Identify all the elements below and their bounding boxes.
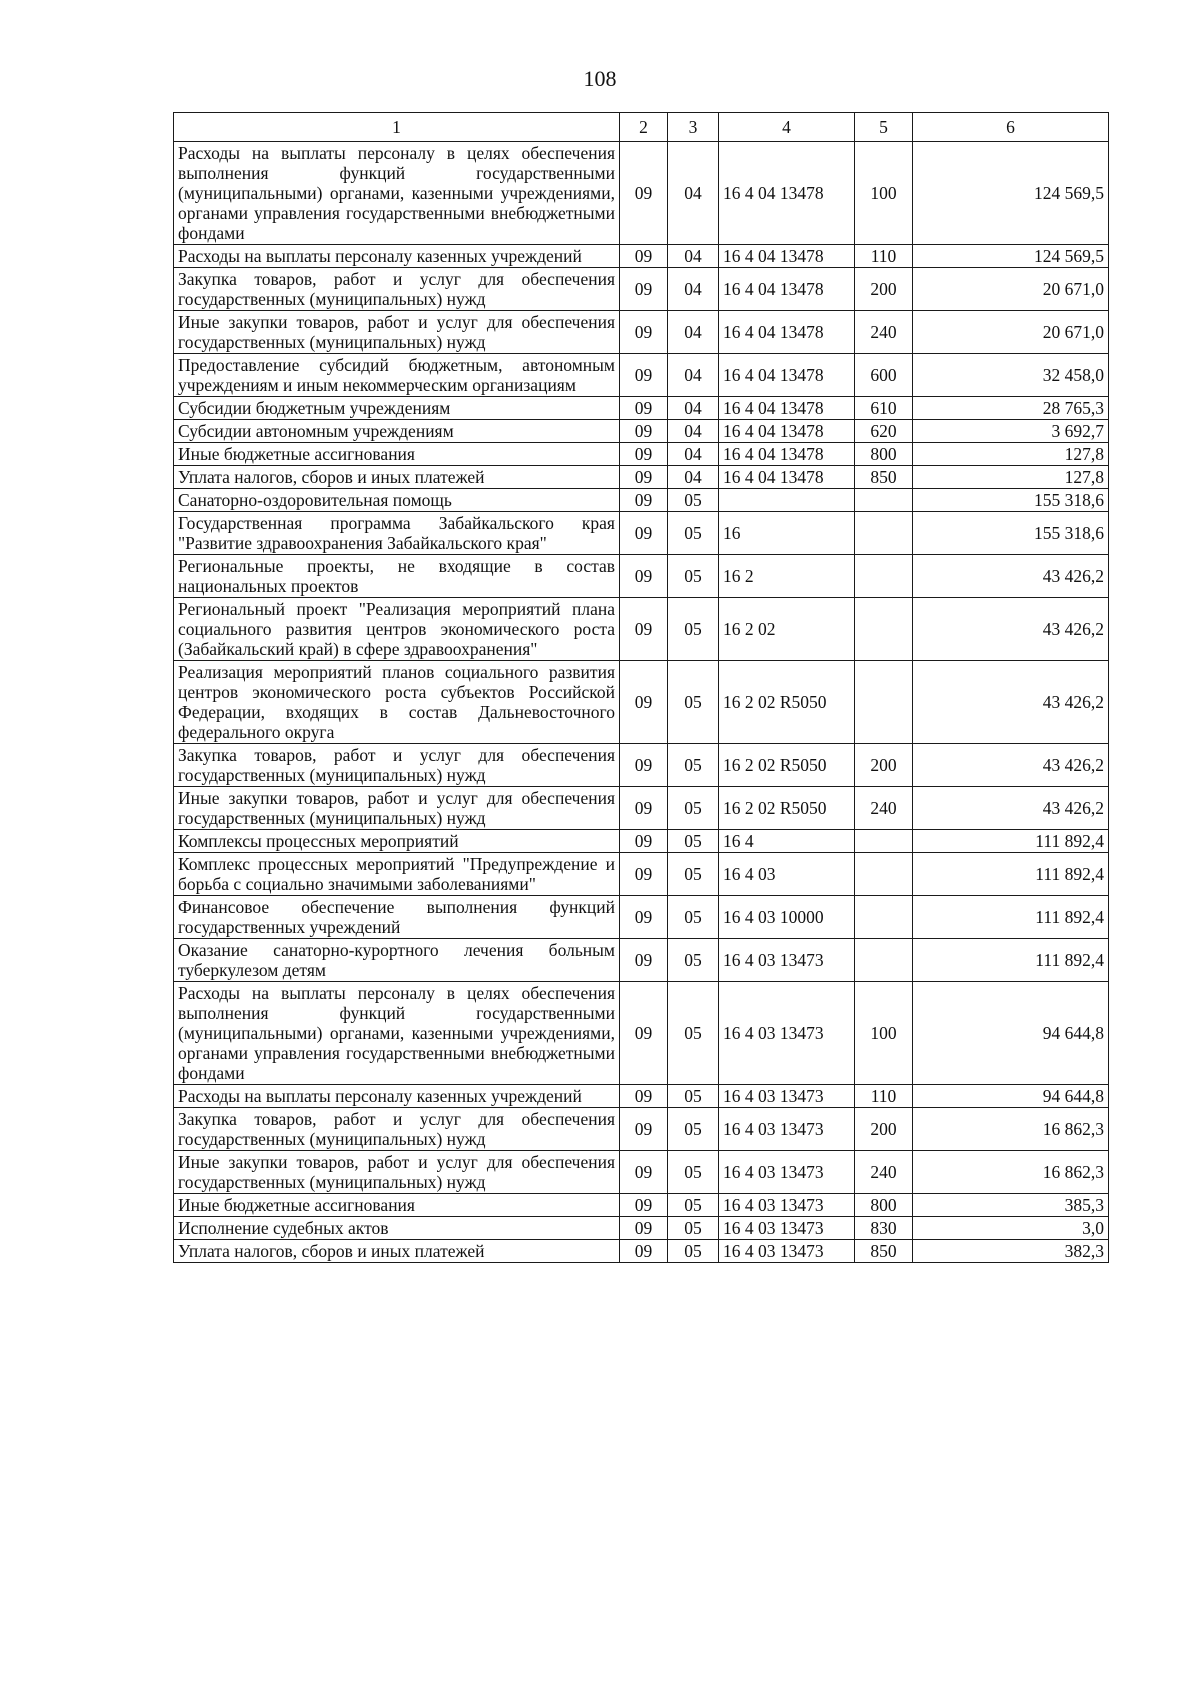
- expense-type-cell: 110: [855, 245, 913, 268]
- table-row: [174, 268, 1109, 311]
- section-code-cell: 09: [620, 853, 668, 896]
- description-cell: Уплата налогов, сборов и иных платежей: [174, 466, 620, 489]
- section-code-cell: 09: [620, 397, 668, 420]
- expense-type-cell: 200: [855, 1108, 913, 1151]
- column-header-5: 5: [855, 113, 913, 142]
- subsection-code-cell: 05: [668, 489, 719, 512]
- description-cell: Уплата налогов, сборов и иных платежей: [174, 1240, 620, 1263]
- subsection-code-cell: 05: [668, 896, 719, 939]
- target-article-cell: 16 4 04 13478: [719, 268, 855, 311]
- table-row: [174, 466, 1109, 489]
- table-row: [174, 1108, 1109, 1151]
- table-row: [174, 1217, 1109, 1240]
- section-code-cell: 09: [620, 489, 668, 512]
- subsection-code-cell: 05: [668, 787, 719, 830]
- description-cell: Комплексы процессных мероприятий: [174, 830, 620, 853]
- section-code-cell: 09: [620, 661, 668, 744]
- table-row: [174, 443, 1109, 466]
- amount-cell: 111 892,4: [913, 896, 1109, 939]
- subsection-code-cell: 05: [668, 1108, 719, 1151]
- expense-type-cell: [855, 555, 913, 598]
- amount-cell: 3,0: [913, 1217, 1109, 1240]
- amount-cell: 43 426,2: [913, 661, 1109, 744]
- subsection-code-cell: 05: [668, 512, 719, 555]
- amount-cell: 20 671,0: [913, 268, 1109, 311]
- description-cell: Иные закупки товаров, работ и услуг для обеспечения государственных (муниципальных) нужд: [174, 787, 620, 830]
- target-article-cell: 16 4 03 13473: [719, 982, 855, 1085]
- amount-cell: 155 318,6: [913, 489, 1109, 512]
- target-article-cell: 16 4 03: [719, 853, 855, 896]
- section-code-cell: 09: [620, 982, 668, 1085]
- description-cell: Закупка товаров, работ и услуг для обеспечения государственных (муниципальных) нужд: [174, 268, 620, 311]
- table-row: [174, 489, 1109, 512]
- subsection-code-cell: 05: [668, 1085, 719, 1108]
- section-code-cell: 09: [620, 1194, 668, 1217]
- target-article-cell: 16 4 03 13473: [719, 1194, 855, 1217]
- expense-type-cell: [855, 896, 913, 939]
- target-article-cell: 16 4 04 13478: [719, 397, 855, 420]
- description-cell: Реализация мероприятий планов социального развития центров экономического роста субъектов Российской Федерации, входящих в состав Дальневосточного федерального округа: [174, 661, 620, 744]
- target-article-cell: 16 4 04 13478: [719, 311, 855, 354]
- subsection-code-cell: 04: [668, 142, 719, 245]
- description-cell: Оказание санаторно-курортного лечения больным туберкулезом детям: [174, 939, 620, 982]
- amount-cell: 28 765,3: [913, 397, 1109, 420]
- page-number: 108: [583, 66, 617, 91]
- section-code-cell: 09: [620, 245, 668, 268]
- expense-type-cell: 200: [855, 744, 913, 787]
- section-code-cell: 09: [620, 896, 668, 939]
- expense-type-cell: 850: [855, 466, 913, 489]
- subsection-code-cell: 05: [668, 1217, 719, 1240]
- description-cell: Финансовое обеспечение выполнения функций государственных учреждений: [174, 896, 620, 939]
- section-code-cell: 09: [620, 466, 668, 489]
- table-row: [174, 1085, 1109, 1108]
- table-row: [174, 744, 1109, 787]
- target-article-cell: 16 4 03 13473: [719, 1217, 855, 1240]
- amount-cell: 16 862,3: [913, 1151, 1109, 1194]
- subsection-code-cell: 05: [668, 1240, 719, 1263]
- table-row: [174, 142, 1109, 245]
- expense-type-cell: 830: [855, 1217, 913, 1240]
- table-row: [174, 354, 1109, 397]
- table-row: [174, 598, 1109, 661]
- table-row: [174, 245, 1109, 268]
- description-cell: Государственная программа Забайкальского края "Развитие здравоохранения Забайкальского края": [174, 512, 620, 555]
- description-cell: Расходы на выплаты персоналу в целях обеспечения выполнения функций государственными (муниципальными) органами, казенными учреждениями, органами управления государственными внебюджетными фондами: [174, 982, 620, 1085]
- expense-type-cell: [855, 661, 913, 744]
- expense-type-cell: [855, 512, 913, 555]
- target-article-cell: 16 4 04 13478: [719, 245, 855, 268]
- table-row: [174, 939, 1109, 982]
- amount-cell: 382,3: [913, 1240, 1109, 1263]
- target-article-cell: 16 2 02: [719, 598, 855, 661]
- description-cell: Субсидии автономным учреждениям: [174, 420, 620, 443]
- expense-type-cell: 100: [855, 982, 913, 1085]
- section-code-cell: 09: [620, 1217, 668, 1240]
- amount-cell: 111 892,4: [913, 939, 1109, 982]
- target-article-cell: 16 2: [719, 555, 855, 598]
- expense-type-cell: [855, 598, 913, 661]
- amount-cell: 124 569,5: [913, 245, 1109, 268]
- expense-type-cell: [855, 830, 913, 853]
- target-article-cell: 16 4 04 13478: [719, 466, 855, 489]
- amount-cell: 43 426,2: [913, 744, 1109, 787]
- subsection-code-cell: 05: [668, 1151, 719, 1194]
- amount-cell: 385,3: [913, 1194, 1109, 1217]
- section-code-cell: 09: [620, 939, 668, 982]
- section-code-cell: 09: [620, 512, 668, 555]
- table-row: [174, 420, 1109, 443]
- target-article-cell: 16 4 04 13478: [719, 142, 855, 245]
- table-row: [174, 853, 1109, 896]
- description-cell: Исполнение судебных актов: [174, 1217, 620, 1240]
- description-cell: Субсидии бюджетным учреждениям: [174, 397, 620, 420]
- description-cell: Закупка товаров, работ и услуг для обеспечения государственных (муниципальных) нужд: [174, 1108, 620, 1151]
- expense-type-cell: 620: [855, 420, 913, 443]
- amount-cell: 155 318,6: [913, 512, 1109, 555]
- amount-cell: 20 671,0: [913, 311, 1109, 354]
- target-article-cell: 16 4 03 13473: [719, 939, 855, 982]
- section-code-cell: 09: [620, 420, 668, 443]
- table-row: [174, 397, 1109, 420]
- expense-type-cell: 110: [855, 1085, 913, 1108]
- subsection-code-cell: 05: [668, 1194, 719, 1217]
- description-cell: Иные бюджетные ассигнования: [174, 1194, 620, 1217]
- section-code-cell: 09: [620, 744, 668, 787]
- subsection-code-cell: 04: [668, 420, 719, 443]
- table-row: [174, 787, 1109, 830]
- expense-type-cell: 100: [855, 142, 913, 245]
- amount-cell: 124 569,5: [913, 142, 1109, 245]
- description-cell: Расходы на выплаты персоналу в целях обеспечения выполнения функций государственными (муниципальными) органами, казенными учреждениями, органами управления государственными внебюджетными фондами: [174, 142, 620, 245]
- expense-type-cell: [855, 489, 913, 512]
- expense-type-cell: 610: [855, 397, 913, 420]
- target-article-cell: 16 4 04 13478: [719, 354, 855, 397]
- description-cell: Комплекс процессных мероприятий "Предупреждение и борьба с социально значимыми заболеваниями": [174, 853, 620, 896]
- subsection-code-cell: 05: [668, 661, 719, 744]
- column-header-1: 1: [174, 113, 620, 142]
- amount-cell: 3 692,7: [913, 420, 1109, 443]
- table-row: [174, 1194, 1109, 1217]
- expense-type-cell: 600: [855, 354, 913, 397]
- target-article-cell: 16 2 02 R5050: [719, 744, 855, 787]
- expense-type-cell: 240: [855, 1151, 913, 1194]
- target-article-cell: 16 4 03 10000: [719, 896, 855, 939]
- target-article-cell: 16: [719, 512, 855, 555]
- table-row: [174, 311, 1109, 354]
- description-cell: Региональный проект "Реализация мероприятий плана социального развития центров экономического роста (Забайкальский край) в сфере здравоохранения": [174, 598, 620, 661]
- section-code-cell: 09: [620, 443, 668, 466]
- budget-table: [173, 112, 1109, 1263]
- description-cell: Иные бюджетные ассигнования: [174, 443, 620, 466]
- expense-type-cell: 240: [855, 311, 913, 354]
- section-code-cell: 09: [620, 268, 668, 311]
- column-header-2: 2: [620, 113, 668, 142]
- amount-cell: 32 458,0: [913, 354, 1109, 397]
- section-code-cell: 09: [620, 1108, 668, 1151]
- expense-type-cell: 240: [855, 787, 913, 830]
- table-header: [174, 113, 1109, 142]
- amount-cell: 16 862,3: [913, 1108, 1109, 1151]
- amount-cell: 43 426,2: [913, 787, 1109, 830]
- target-article-cell: 16 4 04 13478: [719, 443, 855, 466]
- table-row: [174, 1240, 1109, 1263]
- description-cell: Иные закупки товаров, работ и услуг для обеспечения государственных (муниципальных) нужд: [174, 311, 620, 354]
- section-code-cell: 09: [620, 1240, 668, 1263]
- subsection-code-cell: 05: [668, 939, 719, 982]
- amount-cell: 43 426,2: [913, 598, 1109, 661]
- expense-type-cell: [855, 939, 913, 982]
- table-row: [174, 830, 1109, 853]
- subsection-code-cell: 04: [668, 397, 719, 420]
- subsection-code-cell: 05: [668, 830, 719, 853]
- target-article-cell: 16 4 03 13473: [719, 1085, 855, 1108]
- description-cell: Закупка товаров, работ и услуг для обеспечения государственных (муниципальных) нужд: [174, 744, 620, 787]
- description-cell: Предоставление субсидий бюджетным, автономным учреждениям и иным некоммерческим организациям: [174, 354, 620, 397]
- description-cell: Расходы на выплаты персоналу казенных учреждений: [174, 1085, 620, 1108]
- table-row: [174, 896, 1109, 939]
- amount-cell: 127,8: [913, 466, 1109, 489]
- amount-cell: 111 892,4: [913, 830, 1109, 853]
- section-code-cell: 09: [620, 1151, 668, 1194]
- amount-cell: 127,8: [913, 443, 1109, 466]
- table-row: [174, 982, 1109, 1085]
- subsection-code-cell: 05: [668, 555, 719, 598]
- section-code-cell: 09: [620, 142, 668, 245]
- subsection-code-cell: 05: [668, 853, 719, 896]
- target-article-cell: 16 4 03 13473: [719, 1151, 855, 1194]
- target-article-cell: [719, 489, 855, 512]
- column-header-4: 4: [719, 113, 855, 142]
- section-code-cell: 09: [620, 311, 668, 354]
- section-code-cell: 09: [620, 598, 668, 661]
- subsection-code-cell: 04: [668, 268, 719, 311]
- expense-type-cell: 800: [855, 443, 913, 466]
- target-article-cell: 16 4 03 13473: [719, 1108, 855, 1151]
- expense-type-cell: 800: [855, 1194, 913, 1217]
- amount-cell: 43 426,2: [913, 555, 1109, 598]
- expense-type-cell: [855, 853, 913, 896]
- description-cell: Региональные проекты, не входящие в состав национальных проектов: [174, 555, 620, 598]
- table-row: [174, 1151, 1109, 1194]
- subsection-code-cell: 04: [668, 466, 719, 489]
- description-cell: Расходы на выплаты персоналу казенных учреждений: [174, 245, 620, 268]
- table-row: [174, 512, 1109, 555]
- column-header-6: 6: [913, 113, 1109, 142]
- target-article-cell: 16 2 02 R5050: [719, 661, 855, 744]
- expense-type-cell: 850: [855, 1240, 913, 1263]
- table-row: [174, 555, 1109, 598]
- subsection-code-cell: 04: [668, 245, 719, 268]
- amount-cell: 94 644,8: [913, 1085, 1109, 1108]
- description-cell: Санаторно-оздоровительная помощь: [174, 489, 620, 512]
- expense-type-cell: 200: [855, 268, 913, 311]
- target-article-cell: 16 4 03 13473: [719, 1240, 855, 1263]
- amount-cell: 111 892,4: [913, 853, 1109, 896]
- subsection-code-cell: 04: [668, 354, 719, 397]
- description-cell: Иные закупки товаров, работ и услуг для обеспечения государственных (муниципальных) нужд: [174, 1151, 620, 1194]
- subsection-code-cell: 05: [668, 744, 719, 787]
- subsection-code-cell: 05: [668, 982, 719, 1085]
- header-row: [174, 113, 1109, 142]
- section-code-cell: 09: [620, 555, 668, 598]
- amount-cell: 94 644,8: [913, 982, 1109, 1085]
- subsection-code-cell: 05: [668, 598, 719, 661]
- column-header-3: 3: [668, 113, 719, 142]
- table-body: [174, 142, 1109, 1263]
- section-code-cell: 09: [620, 830, 668, 853]
- target-article-cell: 16 4 04 13478: [719, 420, 855, 443]
- section-code-cell: 09: [620, 354, 668, 397]
- subsection-code-cell: 04: [668, 311, 719, 354]
- target-article-cell: 16 4: [719, 830, 855, 853]
- section-code-cell: 09: [620, 1085, 668, 1108]
- section-code-cell: 09: [620, 787, 668, 830]
- table-row: [174, 661, 1109, 744]
- target-article-cell: 16 2 02 R5050: [719, 787, 855, 830]
- subsection-code-cell: 04: [668, 443, 719, 466]
